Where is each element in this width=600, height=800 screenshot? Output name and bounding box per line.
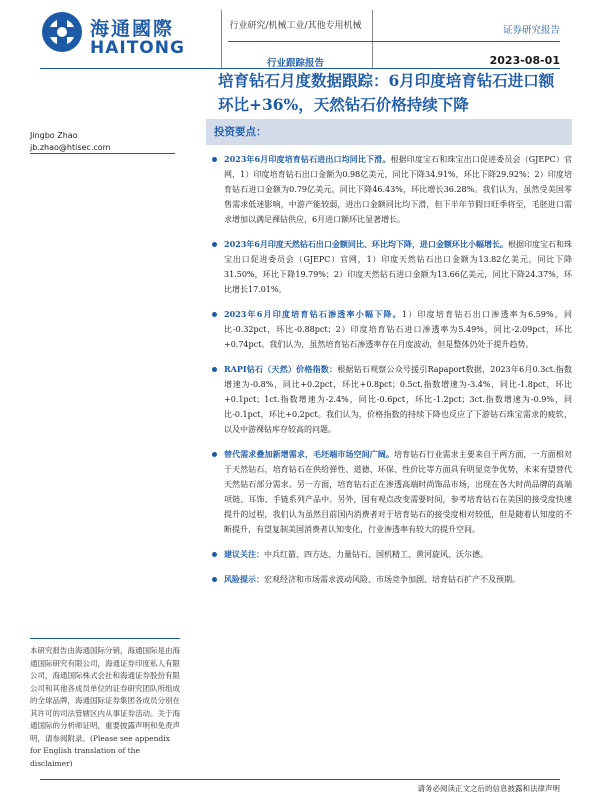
report-date: 2023-08-01 xyxy=(489,54,560,67)
report-type: 行业跟踪报告 xyxy=(266,58,324,69)
header-right xyxy=(490,22,560,67)
haitong-logo-icon xyxy=(40,10,84,54)
bullet-body: 根据钻石观察公众号援引Rapaport数据，2023年6月0.3ct.指数增速为-0.8%，同比+0.2pct，环比+0.8pct；0.5ct.指数增速为-3.4%，同比-1.8pct，环比+0.1pct；1ct.指数增速为-2.4%，同比-0.6pct，环比-1.2pct；3ct.指数增速为-0.9%，同比-0.1pct，环比+0.2pct。我们认为，价格指数的持续下降也反应了下游钻石珠宝需求的疲软，以及中游裸钻库存较高的问题。 xyxy=(224,365,572,434)
author-email: jb.zhao@htisec.com xyxy=(30,143,111,152)
bullet-heading: 替代需求叠加新增需求，毛坯端市场空间广阔。 xyxy=(224,449,394,459)
footer-rule xyxy=(40,779,560,780)
bullet-item xyxy=(210,547,572,562)
bullet-body: 根据印度宝石和珠宝出口促进委员会（GJEPC）官网，1）印度培育钻石出口金额为0.98亿美元，同比下降34.91%，环比下降29.92%；2）印度培育钻石进口金额为0.79亿美元，同比下降46.43%，环比增长36.28%。我们认为，虽然受美国零售需求低迷影响，中游产能较弱，进出口金额同比均下滑，但下半年节假日旺季将至，毛胚进口需求增加以满足裸钻供应，6月进口额环比显著增长。 xyxy=(224,155,572,224)
bullet-item xyxy=(210,447,572,537)
author-name: Jingbo Zhao xyxy=(30,131,78,140)
header-divider-right xyxy=(372,10,373,68)
report-title: 培育钻石月度数据跟踪：6月印度培育钻石进口额环比+36%，天然钻石价格持续下降 xyxy=(218,71,555,114)
document-type: 证券研究报告 xyxy=(502,25,560,36)
bullet-body: 1）印度培育钻石出口渗透率为6.59%，同比-0.32pct，环比-0.88pct；2）印度培育钻石进口渗透率为5.49%，同比-2.09pct，环比+0.74pct。我们认为，虽然培育钻石渗透率存在月度波动，但是整体仍处于提升趋势。 xyxy=(224,310,572,349)
bullet-heading: RAPI钻石（天然）价格指数： xyxy=(224,364,338,374)
bullet-heading: 2023年6月印度培育钻石渗透率小幅下降。 xyxy=(224,309,402,319)
header-center xyxy=(228,18,363,69)
logo-english: HAITONG xyxy=(90,38,185,58)
bullet-body: 根据印度宝石和珠宝出口促进委员会（GJEPC）官网，1）印度天然钻石出口金额为13.82亿美元，同比下降31.50%，环比下降19.79%；2）印度天然钻石进口金额为13.66亿美元，同比下降24.37%，环比增长17.01%。 xyxy=(224,240,572,294)
bullet-item xyxy=(210,307,572,352)
bullet-item xyxy=(210,572,572,587)
disclaimer-rule xyxy=(30,638,180,639)
bullet-heading: 2023年6月印度培育钻石进出口均同比下滑。 xyxy=(224,154,391,164)
bullet-body: 中兵红箭、四方达、力量钻石、国机精工、黄河旋风、沃尔德。 xyxy=(264,550,488,559)
disclaimer: 本研究报告由海通国际分销，海通国际是由海通国际研究有限公司，海通证券印度私人有限公司，海通国际株式会社和海通证券股份有限公司和其他各成员单位的证券研究团队所组成的全球品牌，海通国际证券集团各成员分别在其许可的司法管辖区内从事证券活动。关于海通国际的分析师证明，重要披露声明和免责声明，请参阅附录。(Please see appendix for English translation of the disclaimer) xyxy=(30,646,180,768)
author-block xyxy=(30,130,110,154)
bullet-heading: 2023年6月印度天然钻石出口金额同比、环比均下降，进口金额环比小幅增长。 xyxy=(224,239,508,249)
logo-chinese: 海通國際 xyxy=(90,18,175,40)
footer-notice: 请务必阅读正文之后的信息披露和法律声明 xyxy=(417,784,560,793)
industry-categories: 行业研究/机械工业/其他专用机械 xyxy=(229,21,362,31)
bullet-item xyxy=(210,237,572,297)
key-points xyxy=(210,152,572,597)
bullet-body: 宏观经济和市场需求波动风险、市场竞争加剧、培育钻石扩产不及预期。 xyxy=(264,575,520,584)
bullet-item xyxy=(210,362,572,437)
bullet-heading: 风险提示： xyxy=(224,574,264,584)
bullet-heading: 建议关注： xyxy=(224,549,264,559)
bullet-body: 培育钻石行业需求主要来自于两方面，一方面相对于天然钻石，培育钻石在供给弹性、道德、环保、性价比等方面具有明显竞争优势，未来有望替代天然钻石部分需求。另一方面，培育钻石正在渗透高端时尚饰品市场，出现在各大时尚品牌的高端项链、耳饰、手链系列产品中。另外，国有观点改变需要时间，参考培育钻石在美国的接受度快速提升的过程，我们认为虽然目前国内消费者对于培育钻石的接受度相对较低，但是随着认知度的不断提升，有望复制美国消费者认知变化，行业渗透率有较大的提升空间。 xyxy=(224,450,572,534)
section-title: 投资要点： xyxy=(214,126,267,138)
header-divider-left xyxy=(221,10,222,68)
author-rule xyxy=(30,153,175,154)
haitong-logo xyxy=(40,8,210,60)
bullet-item xyxy=(210,152,572,227)
